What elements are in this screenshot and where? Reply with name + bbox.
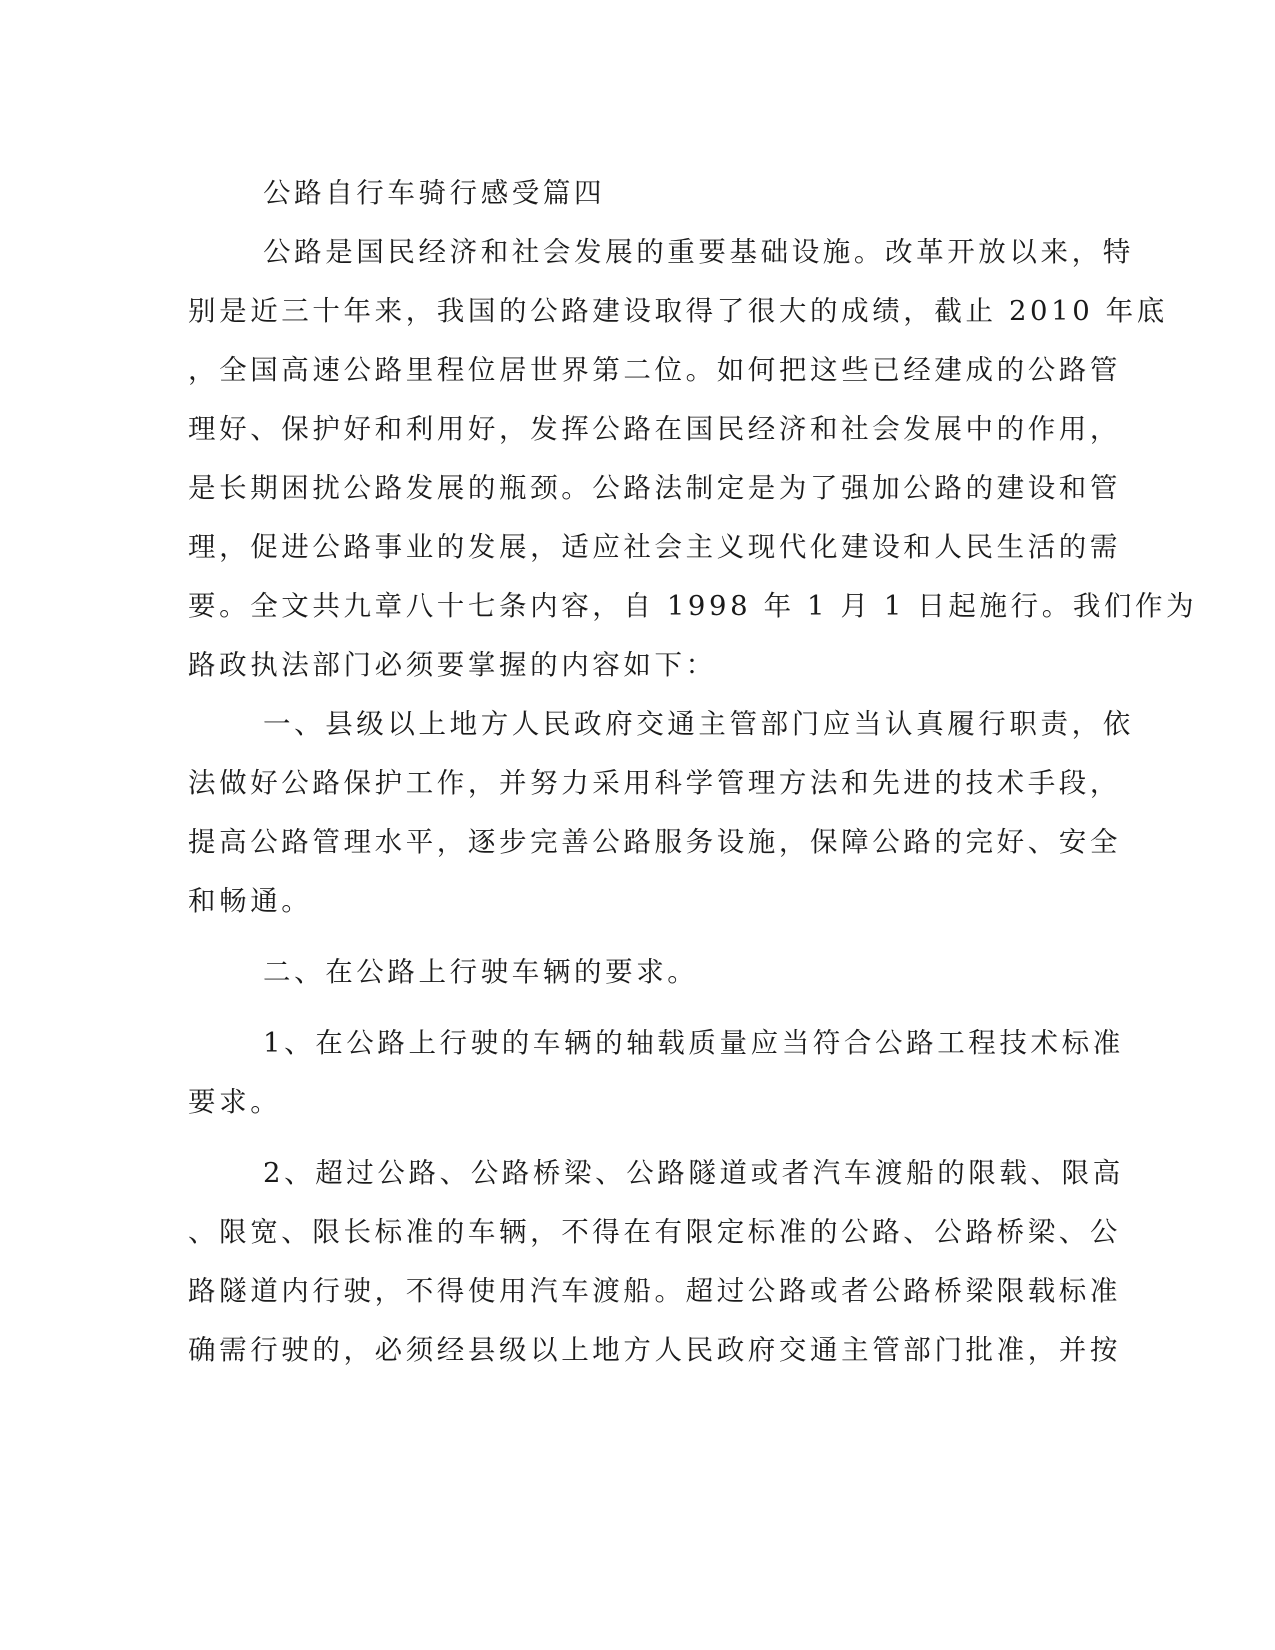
paragraph-line: 、限宽、限长标准的车辆，不得在有限定标准的公路、公路桥梁、公 [188, 1216, 1121, 1248]
paragraph-line: 公路是国民经济和社会发展的重要基础设施。改革开放以来，特 [263, 236, 1134, 268]
paragraph-line: 路政执法部门必须要掌握的内容如下： [188, 649, 717, 681]
paragraph-line: 要求。 [188, 1086, 282, 1118]
paragraph-line: 理好、保护好和利用好，发挥公路在国民经济和社会发展中的作用， [188, 413, 1121, 445]
paragraph-line: 1、在公路上行驶的车辆的轴载质量应当符合公路工程技术标准 [263, 1027, 1124, 1059]
document-title: 公路自行车骑行感受篇四 [263, 177, 606, 209]
paragraph-line: 一、县级以上地方人民政府交通主管部门应当认真履行职责，依 [263, 708, 1134, 740]
paragraph-line: 路隧道内行驶，不得使用汽车渡船。超过公路或者公路桥梁限载标准 [188, 1275, 1121, 1307]
document-body [188, 164, 1198, 1380]
paragraph-line: 是长期困扰公路发展的瓶颈。公路法制定是为了强加公路的建设和管 [188, 472, 1121, 504]
paragraph-line: 法做好公路保护工作，并努力采用科学管理方法和先进的技术手段， [188, 767, 1121, 799]
paragraph-line: 2、超过公路、公路桥梁、公路隧道或者汽车渡船的限载、限高 [263, 1157, 1124, 1189]
section-heading: 二、在公路上行驶车辆的要求。 [263, 956, 699, 988]
paragraph-line: ，全国高速公路里程位居世界第二位。如何把这些已经建成的公路管 [188, 354, 1121, 386]
paragraph-line: 和畅通。 [188, 885, 313, 917]
paragraph-line: 提高公路管理水平，逐步完善公路服务设施，保障公路的完好、安全 [188, 826, 1121, 858]
paragraph-line: 理，促进公路事业的发展，适应社会主义现代化建设和人民生活的需 [188, 531, 1121, 563]
paragraph-line: 别是近三十年来，我国的公路建设取得了很大的成绩，截止 2010 年底 [188, 295, 1168, 327]
paragraph-line: 要。全文共九章八十七条内容，自 1998 年 1 月 1 日起施行。我们作为 [188, 590, 1198, 622]
paragraph-line: 确需行驶的，必须经县级以上地方人民政府交通主管部门批准，并按 [188, 1334, 1121, 1366]
